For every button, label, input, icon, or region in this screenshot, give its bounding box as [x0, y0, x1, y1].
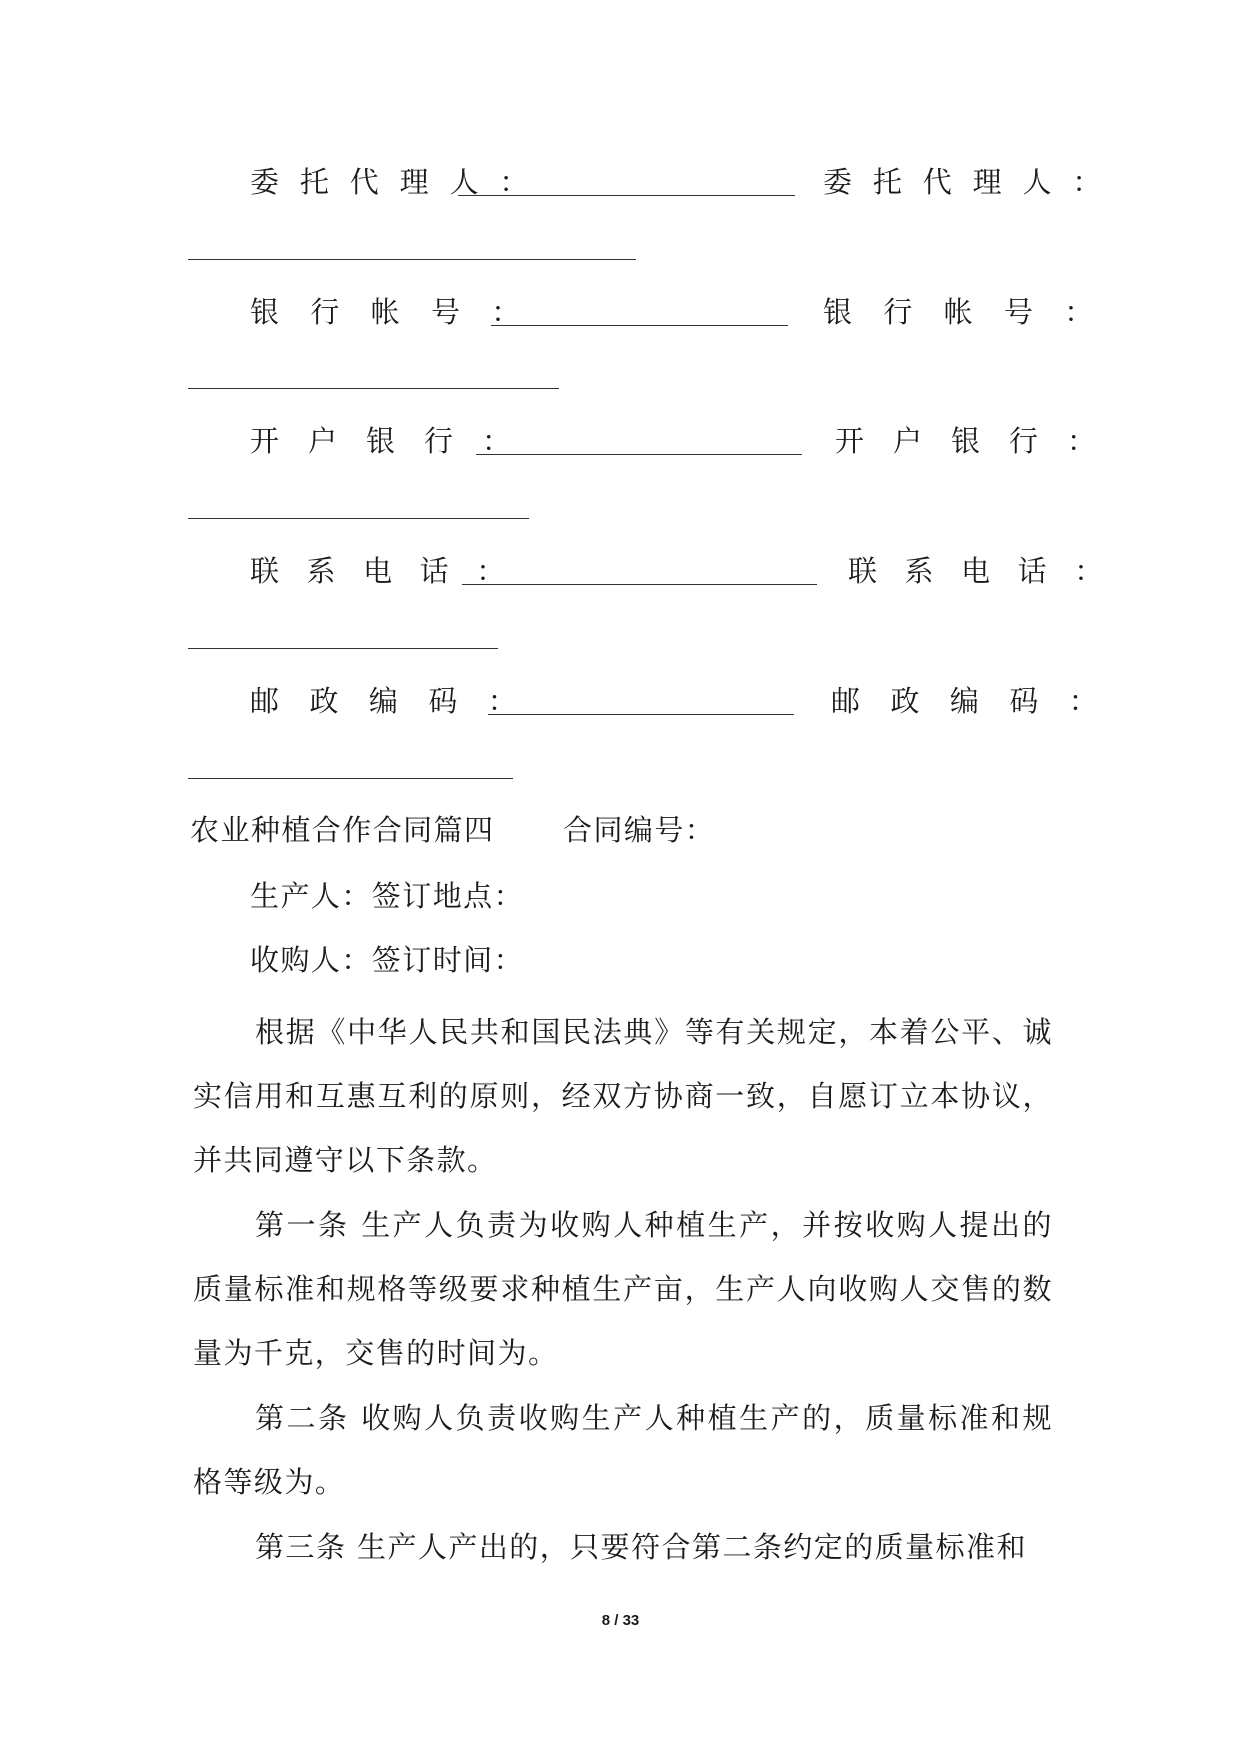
- agent-blank-right[interactable]: [188, 259, 636, 260]
- postcode-label-right: 邮政编码：: [831, 684, 1129, 718]
- section-title: 农业种植合作合同篇四: [190, 813, 495, 847]
- article-2-paragraph: 第二条 收购人负责收购生产人种植生产的，质量标准和规格等级为。: [193, 1401, 1053, 1499]
- agent-label-left: 委托代理人：: [250, 165, 550, 199]
- contract-number-label: 合同编号：: [563, 813, 716, 847]
- bank-name-blank-right[interactable]: [188, 518, 529, 519]
- postcode-blank-right[interactable]: [188, 778, 513, 779]
- phone-label-left: 联系电话：: [250, 554, 533, 588]
- bank-name-blank-left[interactable]: [476, 454, 802, 455]
- page-number: 8 / 33: [601, 1612, 640, 1629]
- agent-blank-left[interactable]: [458, 195, 795, 196]
- bank-account-label-left: 银行帐号：: [250, 295, 552, 329]
- phone-blank-left[interactable]: [462, 584, 817, 585]
- bank-account-label-right: 银行帐号：: [823, 295, 1125, 329]
- article-1-paragraph: 第一条 生产人负责为收购人种植生产，并按收购人提出的质量标准和规格等级要求种植生产亩，生产人向收购人交售的数量为千克，交售的时间为。: [193, 1208, 1053, 1370]
- producer-line: 生产人：签订地点：: [250, 879, 525, 913]
- article-3-paragraph: 第三条 生产人产出的，只要符合第二条约定的质量标准和: [255, 1530, 1027, 1564]
- phone-blank-right[interactable]: [188, 648, 498, 649]
- agent-label-right: 委托代理人：: [823, 165, 1123, 199]
- bank-name-label-right: 开户银行：: [835, 424, 1126, 458]
- postcode-label-left: 邮政编码：: [250, 684, 548, 718]
- buyer-line: 收购人：签订时间：: [250, 943, 525, 977]
- phone-label-right: 联系电话：: [848, 554, 1131, 588]
- bank-account-blank-left[interactable]: [491, 325, 788, 326]
- bank-name-label-left: 开户银行：: [250, 424, 541, 458]
- preamble-paragraph: 根据《中华人民共和国民法典》等有关规定，本着公平、诚实信用和互惠互利的原则，经双方协商一致，自愿订立本协议，并共同遵守以下条款。: [193, 1015, 1053, 1177]
- bank-account-blank-right[interactable]: [188, 388, 559, 389]
- postcode-blank-left[interactable]: [488, 714, 794, 715]
